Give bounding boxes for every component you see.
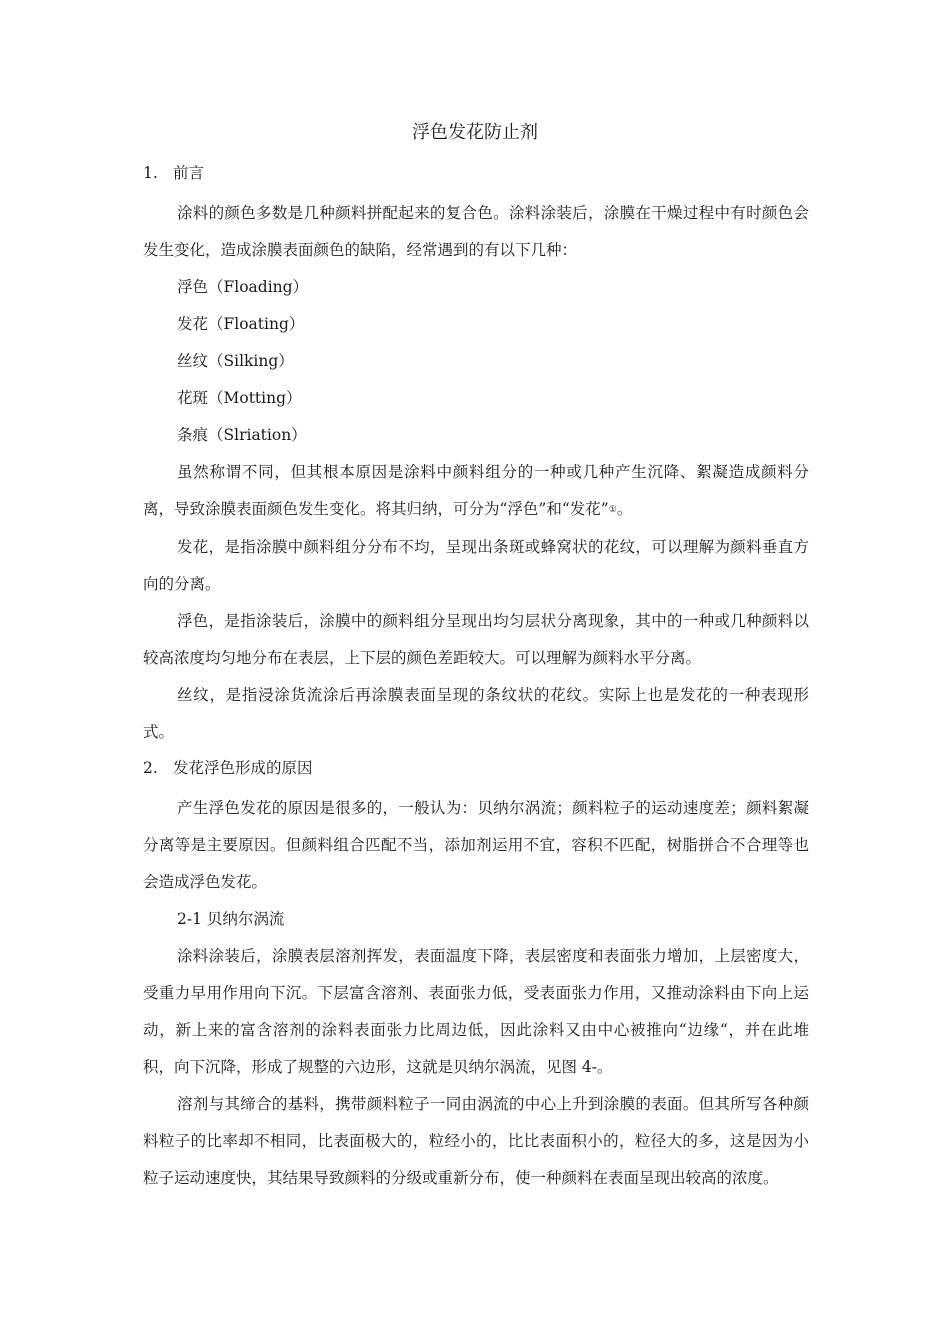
summary-paragraph: [143, 454, 809, 529]
section-title: 前言: [173, 164, 205, 182]
causes-paragraph: 产生浮色发花的原因是很多的，一般认为：贝纳尔涡流；颜料粒子的运动速度差；颜料絮凝分离等是主要原因。但颜料组合匹配不当，添加剂运用不宜，容积不匹配，树脂拼合不合理等也会造成浮色发花。: [143, 799, 809, 891]
section-title: 发花浮色形成的原因: [173, 759, 313, 777]
summary-end: 。: [616, 500, 633, 518]
section-heading-2: [143, 755, 809, 781]
document-title: 浮色发花防止剂: [412, 122, 538, 143]
section-heading-1: [143, 160, 809, 186]
benard-paragraph: 涂料涂装后，涂膜表层溶剂挥发，表面温度下降，表层密度和表面张力增加，上层密度大，受重力早用作用向下沉。下层富含溶剂、表面张力低，受表面张力作用，又推动涂料由下向上运动，新上来的富含溶剂的涂料表面张力比周边低，因此涂料又由中心被推向“边缘“，并在此堆积，向下沉降，形成了规整的六边形，这就是贝纳尔涡流，见图 4-。: [143, 947, 809, 1076]
floating-definition-paragraph: 发花，是指涂膜中颜料组分分布不均，呈现出条斑或蜂窝状的花纹，可以理解为颜料垂直方向的分离。: [143, 538, 809, 593]
defect-list-item: 浮色（Floading）: [177, 278, 309, 296]
section-number: 1.: [143, 164, 158, 182]
flooding-definition-paragraph: 浮色，是指涂装后，涂膜中的颜料组分呈现出均匀层状分离现象，其中的一种或几种颜料以较高浓度均匀地分布在表层，上下层的颜色差距较大。可以理解为颜料水平分离。: [143, 612, 809, 667]
subsection-title: 2-1 贝纳尔涡流: [177, 910, 285, 928]
summary-text: 虽然称谓不同，但其根本原因是涂料中颜料组分的一种或几种产生沉降、絮凝造成颜料分离，导致涂膜表面颜色发生变化。将其归纳，可分为“浮色”和“发花”: [143, 463, 809, 518]
silking-definition-paragraph: 丝纹，是指浸涂货流涂后再涂膜表面呈现的条纹状的花纹。实际上也是发花的一种表现形式。: [143, 686, 809, 741]
defect-list-item: 发花（Floating）: [177, 315, 305, 333]
document-body: [143, 160, 809, 1197]
defect-list-item: 花斑（Motting）: [177, 389, 302, 407]
defect-list-item: 条痕（Slriation）: [177, 426, 307, 444]
section-number: 2.: [143, 759, 158, 777]
defect-list-item: 丝纹（Silking）: [177, 352, 294, 370]
footnote-marker: ①: [608, 505, 617, 515]
benard-paragraph: 溶剂与其缔合的基料，携带颜料粒子一同由涡流的中心上升到涂膜的表面。但其所写各种颜料粒子的比率却不相同，比表面极大的，粒经小的，比比表面积小的，粒径大的多，这是因为小粒子运动速度快，其结果导致颜料的分级或重新分布，使一种颜料在表面呈现出较高的浓度。: [143, 1095, 809, 1187]
intro-paragraph: 涂料的颜色多数是几种颜料拼配起来的复合色。涂料涂装后，涂膜在干燥过程中有时颜色会发生变化，造成涂膜表面颜色的缺陷，经常遇到的有以下几种：: [143, 204, 809, 259]
